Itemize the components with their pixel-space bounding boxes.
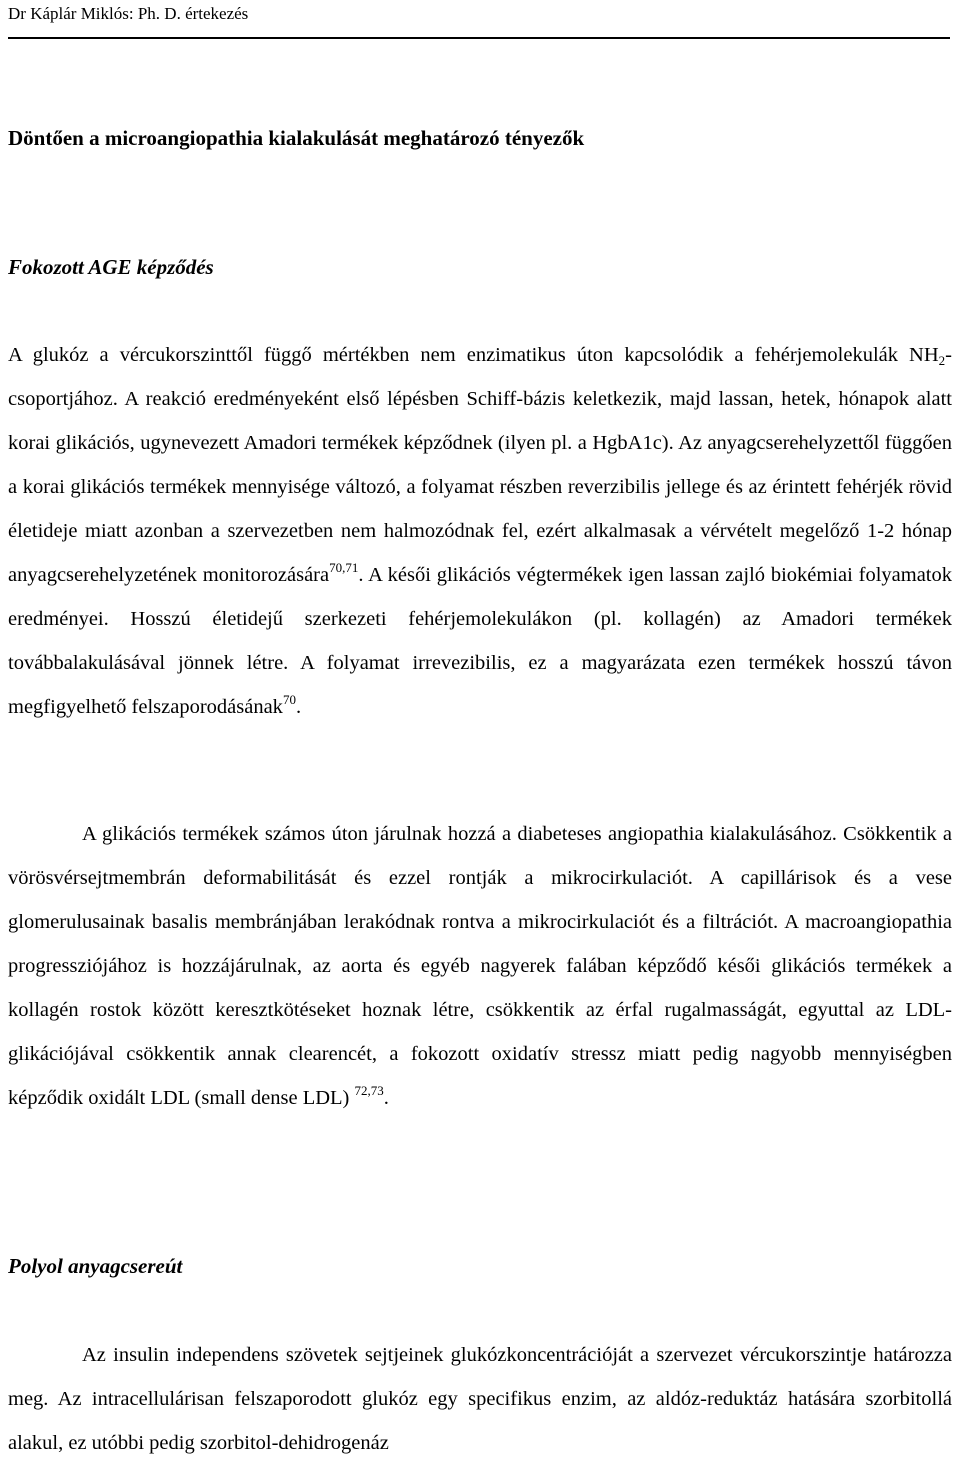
paragraph-text: . A késői glikációs végtermékek igen lassan zajló biokémiai folyamatok eredményei. Hosszú életidejű szerkezeti fehérjemolekulákon (pl. kollagén) az Amadori termékek továbbalakulásával jönnek létre. A folyamat irrevezibilis, ez a magyarázata ezen termékek hosszú távon megfigyelhető felszaporodásának [8, 564, 952, 718]
paragraph-text: A glikációs termékek számos úton járulnak hozzá a diabeteses angiopathia kialakulásához. Csökkentik a vörösvérsejtmembrán deformabilitását és ezzel rontják a mikrocirkulaciót. A capillárisok és a vese glomerulusainak basalis membránjában lerakódnak rontva a mikrocirkulaciót és a filtrációt. A macroangiopathia progressziójához is hozzájárulnak, az aorta és egyéb nagyerek falában képződő késői glikációs termékek a kollagén rostok között keresztkötéseket hoznak létre, csökkentik az érfal rugalmasságát, egyuttal az LDL-glikációjával csökkentik annak clearencét, a fokozott oxidatív stressz miatt pedig nagyobb mennyiségben képződik oxidált LDL (small dense LDL) [8, 823, 952, 1109]
section-heading-age: Fokozott AGE képződés [8, 255, 214, 279]
paragraph-text: A glukóz a vércukorszinttől függő mértékben nem enzimatikus úton kapcsolódik a fehérjemolekulák NH [8, 344, 939, 366]
citation-superscript: 70,71 [329, 560, 359, 575]
paragraph-age-2 [8, 812, 952, 1120]
header-rule [8, 37, 950, 39]
chapter-title: Döntően a microangiopathia kialakulását meghatározó tényezők [8, 126, 585, 150]
running-header: Dr Káplár Miklós: Ph. D. értekezés [8, 4, 249, 23]
paragraph-text: -csoportjához. A reakció eredményeként első lépésben Schiff-bázis keletkezik, majd lassan, hetek, hónapok alatt korai glikációs, ugynevezett Amadori termékek képződnek (ilyen pl. a HgbA1c). Az anyagcserehelyzettől függően a korai glikációs termékek mennyisége változó, a folyamat részben reverzibilis jellege és az érintett fehérjék rövid életideje miatt azonban a szervezetben nem halmozódnak fel, ezért alkalmasak a vérvételt megelőző 1-2 hónap anyagcserehelyzetének monitorozására [8, 344, 952, 586]
citation-superscript: 70 [282, 692, 296, 707]
paragraph-text: . [383, 1087, 389, 1109]
section-heading-polyol: Polyol anyagcsereút [8, 1254, 183, 1278]
paragraph-text: Az insulin independens szövetek sejtjeinek glukózkoncentrációját a szervezet vércukorszintje határozza meg. Az intracellulárisan felszaporodott glukóz egy specifikus enzim, az aldóz-reduktáz hatására szorbitollá alakul, ez utóbbi pedig szorbitol-dehidrogenáz [8, 1344, 952, 1454]
paragraph-text: . [295, 696, 302, 718]
paragraph-age-1 [8, 333, 952, 729]
paragraph-polyol-1 [8, 1333, 952, 1465]
subscript: 2 [938, 353, 946, 368]
citation-superscript: 72,73 [354, 1083, 384, 1098]
